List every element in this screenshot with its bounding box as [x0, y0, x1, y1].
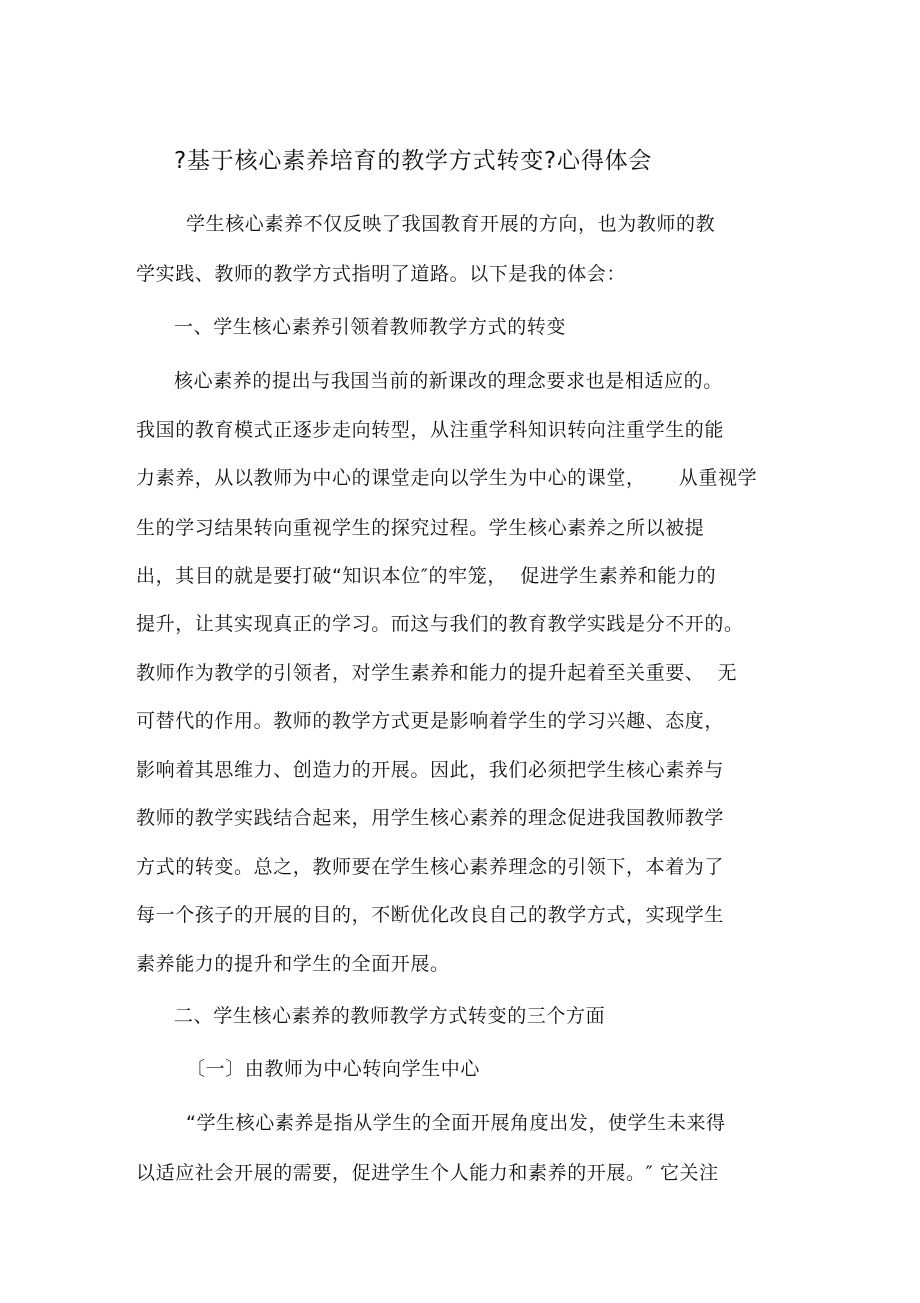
paragraph-line: 力素养，从以教师为中心的课堂走向以学生为中心的课堂， 从重视学 [136, 467, 758, 489]
paragraph-line: 教师作为教学的引领者，对学生素养和能力的提升起着至关重要、 无 [136, 662, 738, 684]
paragraph-line: 教师的教学实践结合起来，用学生核心素养的理念促进我国教师教学 [136, 807, 725, 829]
paragraph-line: 素养能力的提升和学生的全面开展。 [136, 953, 450, 975]
section-heading-1: 一、学生核心素养引领着教师教学方式的转变 [174, 316, 567, 338]
document-title: ?基于核心素养培育的教学方式转变?心得体会 [174, 148, 653, 174]
paragraph-line: 我国的教育模式正逐步走向转型，从注重学科知识转向注重学生的能 [136, 419, 725, 441]
paragraph-line: “学生核心素养是指从学生的全面开展角度出发，使学生未来得 [186, 1112, 726, 1134]
intro-line: 学生核心素养不仅反映了我国教育开展的方向，也为教师的教 [186, 213, 716, 235]
paragraph-line: 提升，让其实现真正的学习。而这与我们的教育教学实践是分不开的。 [136, 613, 744, 635]
section-heading-2: 二、学生核心素养的教师教学方式转变的三个方面 [174, 1005, 606, 1027]
paragraph-line: 核心素养的提出与我国当前的新课改的理念要求也是相适应的。 [174, 370, 723, 392]
paragraph-line: 可替代的作用。教师的教学方式更是影响着学生的学习兴趣、态度， [136, 710, 725, 732]
paragraph-line: 出，其目的就是要打破“知识本位″的牢笼， 促进学生素养和能力的 [136, 565, 717, 587]
intro-line: 学实践、教师的教学方式指明了道路。以下是我的体会： [136, 263, 627, 285]
subsection-heading-1: 〔一〕由教师为中心转向学生中心 [186, 1058, 481, 1080]
paragraph-line: 以适应社会开展的需要，促进学生个人能力和素养的开展。″ 它关注 [136, 1162, 719, 1184]
paragraph-line: 生的学习结果转向重视学生的探究过程。学生核心素养之所以被提 [136, 517, 705, 539]
paragraph-line: 方式的转变。总之，教师要在学生核心素养理念的引领下，本着为了 [136, 856, 725, 878]
paragraph-line: 影响着其思维力、创造力的开展。因此，我们必须把学生核心素养与 [136, 759, 725, 781]
paragraph-line: 每一个孩子的开展的目的，不断优化改良自己的教学方式，实现学生 [136, 904, 725, 926]
